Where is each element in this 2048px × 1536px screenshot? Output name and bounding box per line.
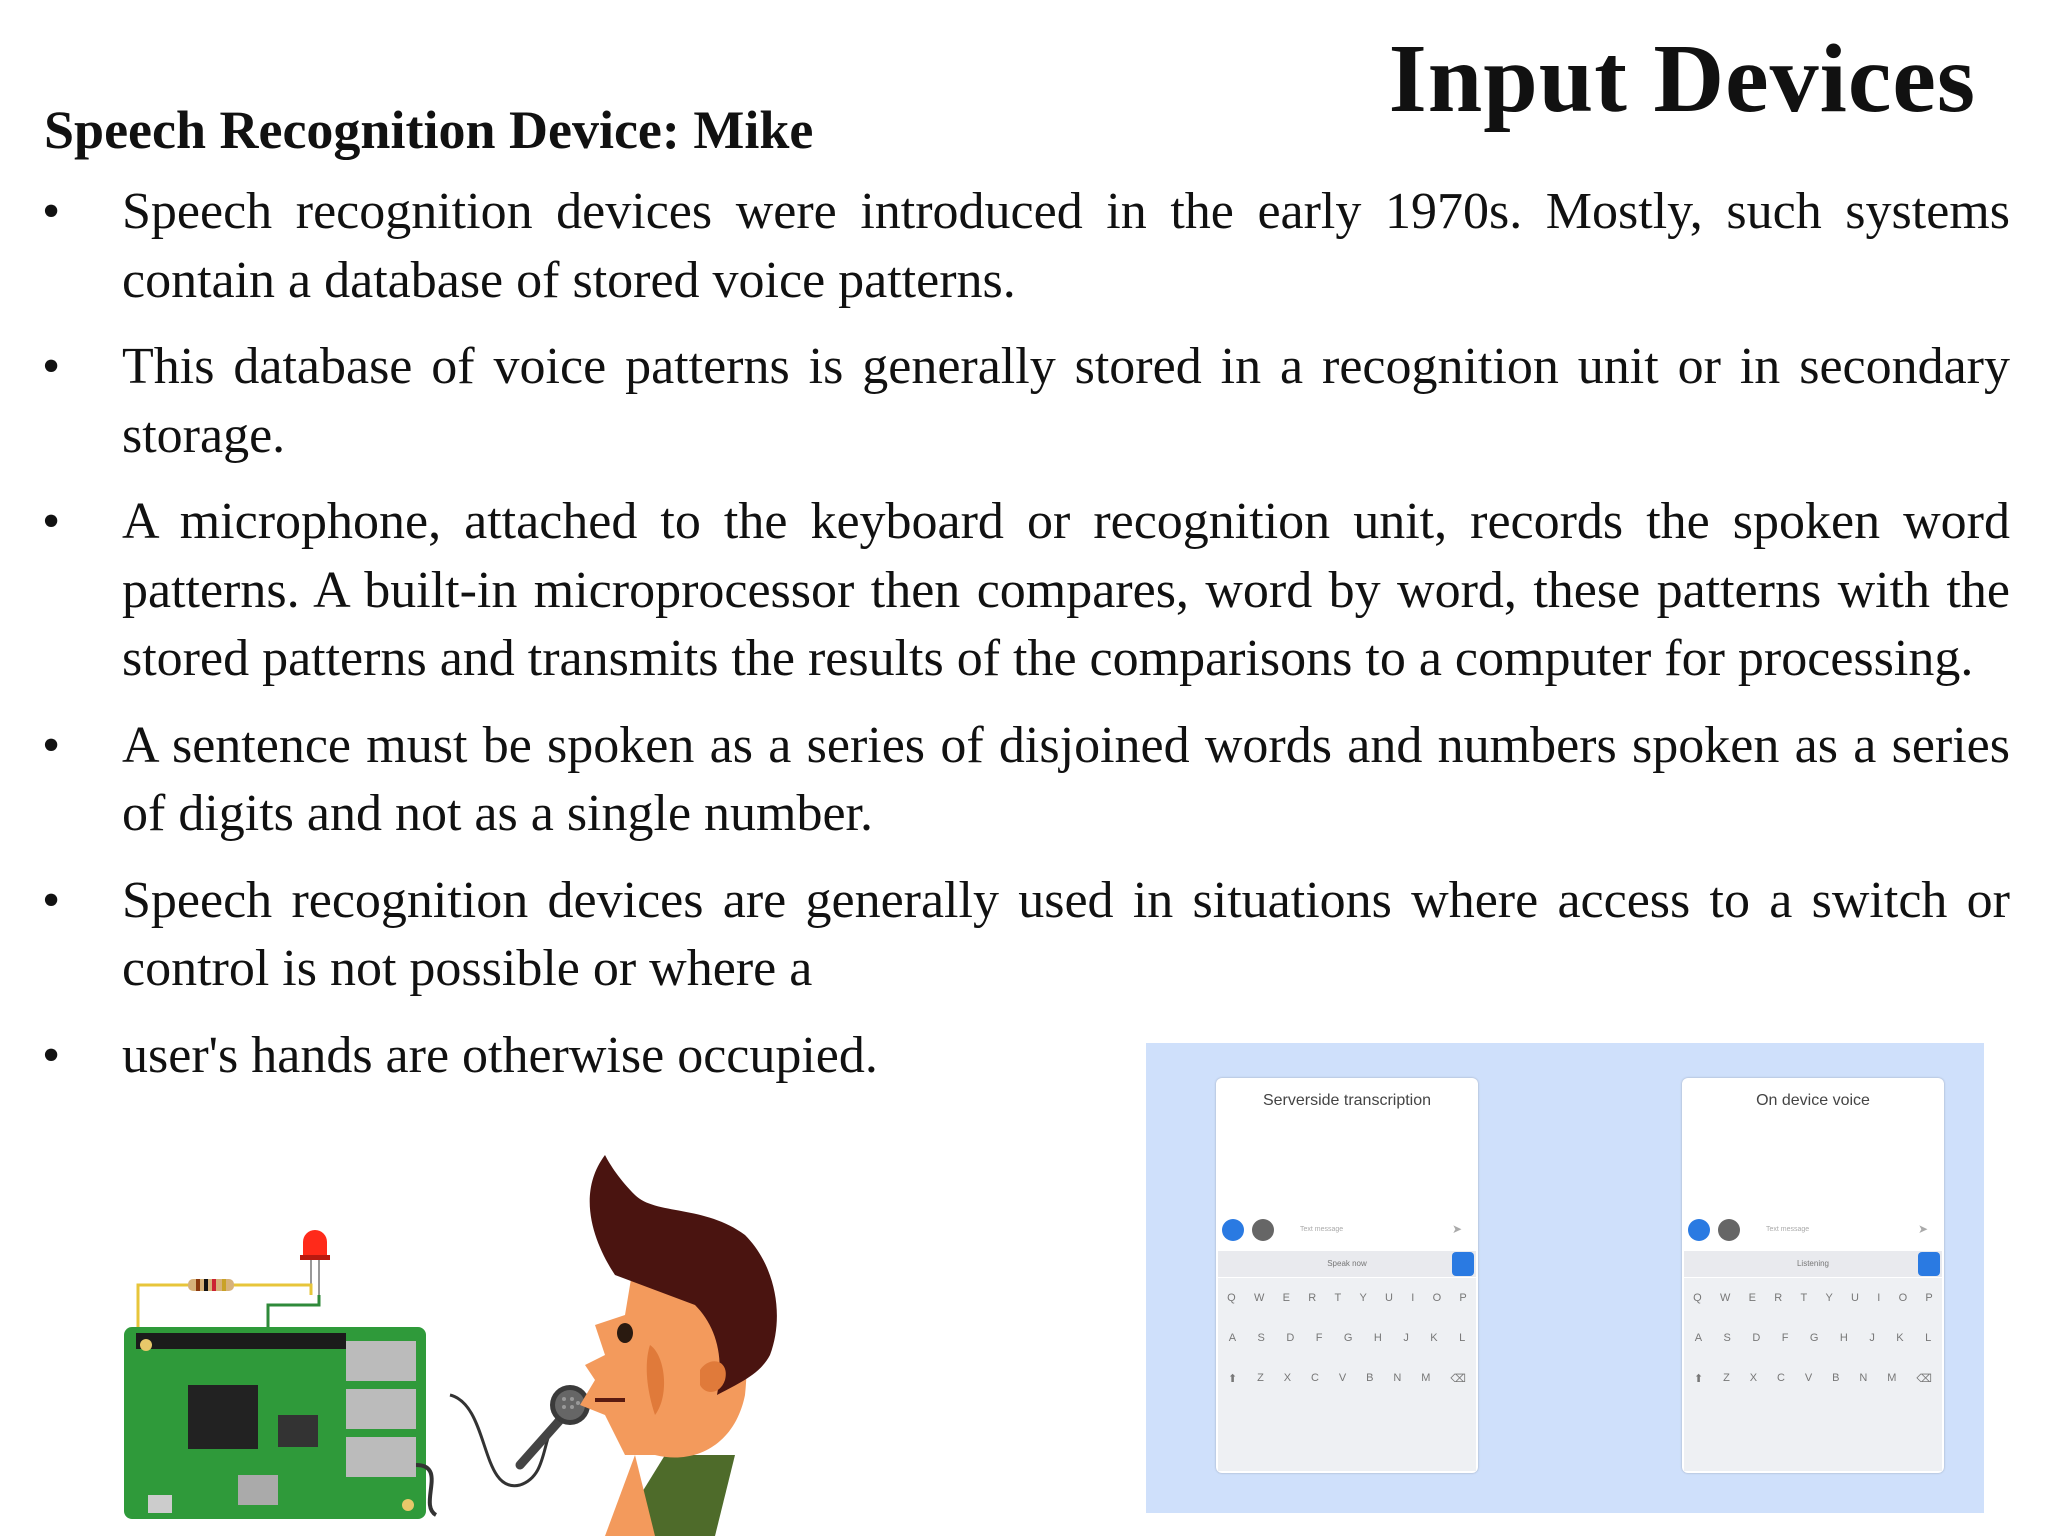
message-bar xyxy=(1222,1216,1472,1244)
key: Q xyxy=(1693,1292,1702,1304)
bullet-item xyxy=(0,1022,1182,1091)
key: V xyxy=(1338,1372,1347,1384)
bullet-item xyxy=(0,712,2010,849)
key: I xyxy=(1877,1292,1881,1304)
add-icon xyxy=(1222,1219,1244,1241)
bullet-item xyxy=(0,867,2010,1004)
key: N xyxy=(1859,1372,1868,1384)
resistor-icon xyxy=(188,1279,234,1291)
key: P xyxy=(1925,1292,1933,1304)
bullet-marker: • xyxy=(42,493,61,550)
bullet-marker: • xyxy=(42,183,61,240)
message-bar xyxy=(1688,1216,1938,1244)
key: R xyxy=(1774,1292,1783,1304)
key: R xyxy=(1308,1292,1317,1304)
key: B xyxy=(1832,1372,1840,1384)
speech-typing-screenshots xyxy=(1146,1043,1984,1513)
bullet-text: user's hands are otherwise occupied. xyxy=(122,1026,878,1084)
message-placeholder: Text message xyxy=(1300,1226,1344,1233)
bullet-text: A microphone, attached to the keyboard or recognition unit, records the spoken word patterns. A built-in microprocessor then compares, word by word, these patterns with the stored patterns and transmits the results of the comparisons to a computer for processing. xyxy=(122,493,2010,687)
key: U xyxy=(1851,1292,1859,1304)
key: A xyxy=(1694,1332,1703,1344)
key: Y xyxy=(1825,1292,1833,1304)
key: W xyxy=(1253,1292,1265,1304)
key: C xyxy=(1311,1372,1319,1384)
bullet-marker: • xyxy=(42,716,61,774)
speak-status-bar xyxy=(1218,1251,1476,1277)
phone-title: On device voice xyxy=(1756,1092,1870,1109)
phone-serverside xyxy=(1216,1078,1478,1473)
key: G xyxy=(1343,1332,1353,1344)
key: V xyxy=(1804,1372,1813,1384)
key: J xyxy=(1869,1332,1875,1344)
key: M xyxy=(1887,1372,1897,1384)
key: T xyxy=(1334,1292,1342,1304)
bullet-item xyxy=(0,178,2010,315)
key: C xyxy=(1777,1372,1785,1384)
key: Y xyxy=(1359,1292,1367,1304)
key: O xyxy=(1432,1292,1442,1304)
key: G xyxy=(1809,1332,1819,1344)
key: E xyxy=(1748,1292,1756,1304)
speak-status: Listening xyxy=(1796,1259,1830,1268)
mic-icon xyxy=(1918,1252,1940,1276)
key: L xyxy=(1925,1332,1932,1344)
speak-status: Speak now xyxy=(1327,1259,1367,1268)
key: S xyxy=(1257,1332,1265,1344)
add-icon xyxy=(1688,1219,1710,1241)
key: Q xyxy=(1227,1292,1236,1304)
message-placeholder: Text message xyxy=(1766,1226,1810,1233)
key: O xyxy=(1898,1292,1908,1304)
phone-title: Serverside transcription xyxy=(1262,1092,1432,1109)
key: N xyxy=(1393,1372,1402,1384)
bullet-text: Speech recognition devices are generally used in situations where access to a switch or control is not possible or where a xyxy=(122,871,2010,997)
key: D xyxy=(1752,1332,1761,1344)
speak-status-bar xyxy=(1684,1251,1942,1277)
keyboard-row xyxy=(1684,1292,1942,1304)
key: I xyxy=(1411,1292,1415,1304)
send-icon: ➤ xyxy=(1917,1222,1928,1236)
bullet-marker: • xyxy=(42,871,61,929)
key: ⬆ xyxy=(1227,1373,1238,1385)
key: K xyxy=(1430,1332,1438,1344)
keyboard xyxy=(1684,1278,1942,1471)
emoji-icon xyxy=(1718,1219,1740,1241)
keyboard-row xyxy=(1218,1332,1476,1344)
bullet-text: This database of voice patterns is generally stored in a recognition unit or in secondary storage. xyxy=(122,338,2010,464)
key: ⬆ xyxy=(1693,1373,1704,1385)
emoji-icon xyxy=(1252,1219,1274,1241)
slide-subtitle: Speech Recognition Device: Mike xyxy=(44,100,814,160)
key: ⌫ xyxy=(1916,1373,1932,1385)
bullet-text: Speech recognition devices were introduced in the early 1970s. Mostly, such systems contain a database of stored voice patterns. xyxy=(122,183,2010,309)
bullet-item xyxy=(0,488,2010,694)
keyboard-row xyxy=(1684,1332,1942,1344)
key: M xyxy=(1421,1372,1431,1384)
keyboard xyxy=(1218,1278,1476,1471)
key: H xyxy=(1373,1332,1382,1344)
slide-title: Input Devices xyxy=(1388,25,1976,133)
keyboard-row xyxy=(1684,1372,1942,1385)
key: L xyxy=(1459,1332,1466,1344)
raspberry-pi-board-illustration xyxy=(118,1165,448,1525)
key: J xyxy=(1403,1332,1409,1344)
key: H xyxy=(1839,1332,1848,1344)
key: A xyxy=(1228,1332,1237,1344)
bullet-marker: • xyxy=(42,1026,61,1084)
bullet-marker: • xyxy=(42,338,61,395)
key: ⌫ xyxy=(1450,1373,1466,1385)
key: Z xyxy=(1723,1372,1730,1384)
key: Z xyxy=(1257,1372,1264,1384)
key: X xyxy=(1283,1372,1292,1384)
send-icon: ➤ xyxy=(1451,1222,1462,1236)
key: X xyxy=(1749,1372,1758,1384)
key: F xyxy=(1315,1332,1323,1344)
key: W xyxy=(1719,1292,1731,1304)
key: B xyxy=(1366,1372,1374,1384)
keyboard-row xyxy=(1218,1292,1476,1304)
phone-on-device xyxy=(1682,1078,1944,1473)
key: T xyxy=(1800,1292,1808,1304)
mic-icon xyxy=(1452,1252,1474,1276)
key: U xyxy=(1385,1292,1393,1304)
key: S xyxy=(1723,1332,1731,1344)
key: D xyxy=(1286,1332,1295,1344)
key: F xyxy=(1781,1332,1789,1344)
bullet-item xyxy=(0,333,2010,470)
key: K xyxy=(1896,1332,1904,1344)
bullet-text: A sentence must be spoken as a series of disjoined words and numbers spoken as a series of digits and not as a single number. xyxy=(122,716,2010,842)
bullet-list xyxy=(0,178,2010,1108)
key: P xyxy=(1459,1292,1467,1304)
keyboard-row xyxy=(1218,1372,1476,1385)
key: E xyxy=(1282,1292,1290,1304)
man-speaking-illustration xyxy=(485,1155,845,1536)
